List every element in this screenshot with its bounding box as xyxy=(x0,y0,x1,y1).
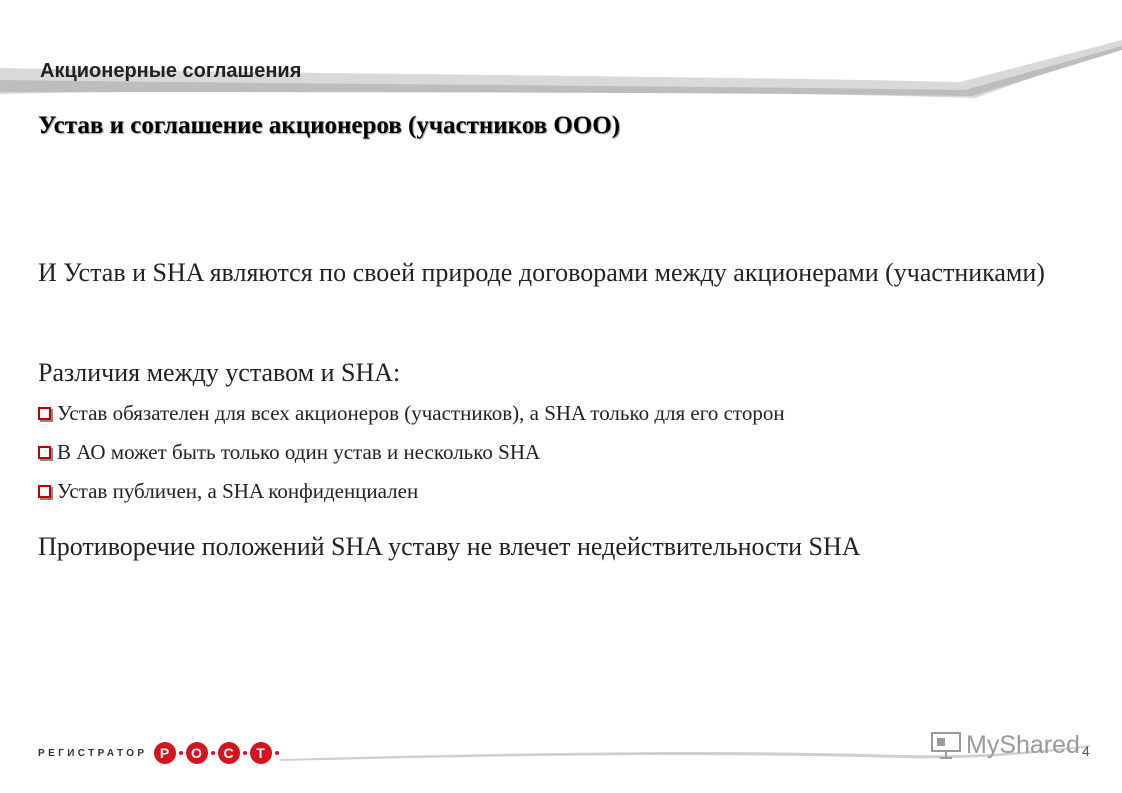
section-title: Акционерные соглашения xyxy=(40,60,302,82)
logo-letter: Т xyxy=(250,742,272,764)
checkbox-bullet-icon xyxy=(38,407,51,420)
list-item-text: В АО может быть только один устав и несколько SHA xyxy=(57,440,541,464)
differences-list xyxy=(38,394,785,511)
slide-title: Устав и соглашение акционеров (участников ООО) xyxy=(38,112,621,139)
list-item-text: Устав обязателен для всех акционеров (участников), а SHA только для его сторон xyxy=(57,401,785,425)
logo-dot xyxy=(275,751,279,755)
list-item-text: Устав публичен, а SHA конфиденциален xyxy=(57,479,419,503)
list-item xyxy=(38,433,785,472)
logo-dot xyxy=(211,751,215,755)
presentation-board-icon xyxy=(930,730,962,760)
paragraph-differences: Различия между уставом и SHA: xyxy=(38,358,401,387)
checkbox-bullet-icon xyxy=(38,485,51,498)
logo-letter: С xyxy=(218,742,240,764)
list-item xyxy=(38,472,785,511)
myshared-watermark xyxy=(930,730,1080,760)
paragraph-conclusion: Противоречие положений SHA уставу не влечет недействительности SHA xyxy=(38,532,861,561)
registrar-rost-logo xyxy=(38,742,282,764)
logo-dot xyxy=(243,751,247,755)
watermark-text: MyShared xyxy=(966,730,1080,759)
logo-letter: Р xyxy=(154,742,176,764)
page-number: 4 xyxy=(1082,743,1090,759)
logo-dot xyxy=(179,751,183,755)
list-item xyxy=(38,394,785,433)
logo-prefix: РЕГИСТРАТОР xyxy=(38,747,148,759)
paragraph-contracts: И Устав и SHA являются по своей природе договорами между акционерами (участниками) xyxy=(38,258,1045,287)
checkbox-bullet-icon xyxy=(38,446,51,459)
logo-letter: О xyxy=(186,742,208,764)
